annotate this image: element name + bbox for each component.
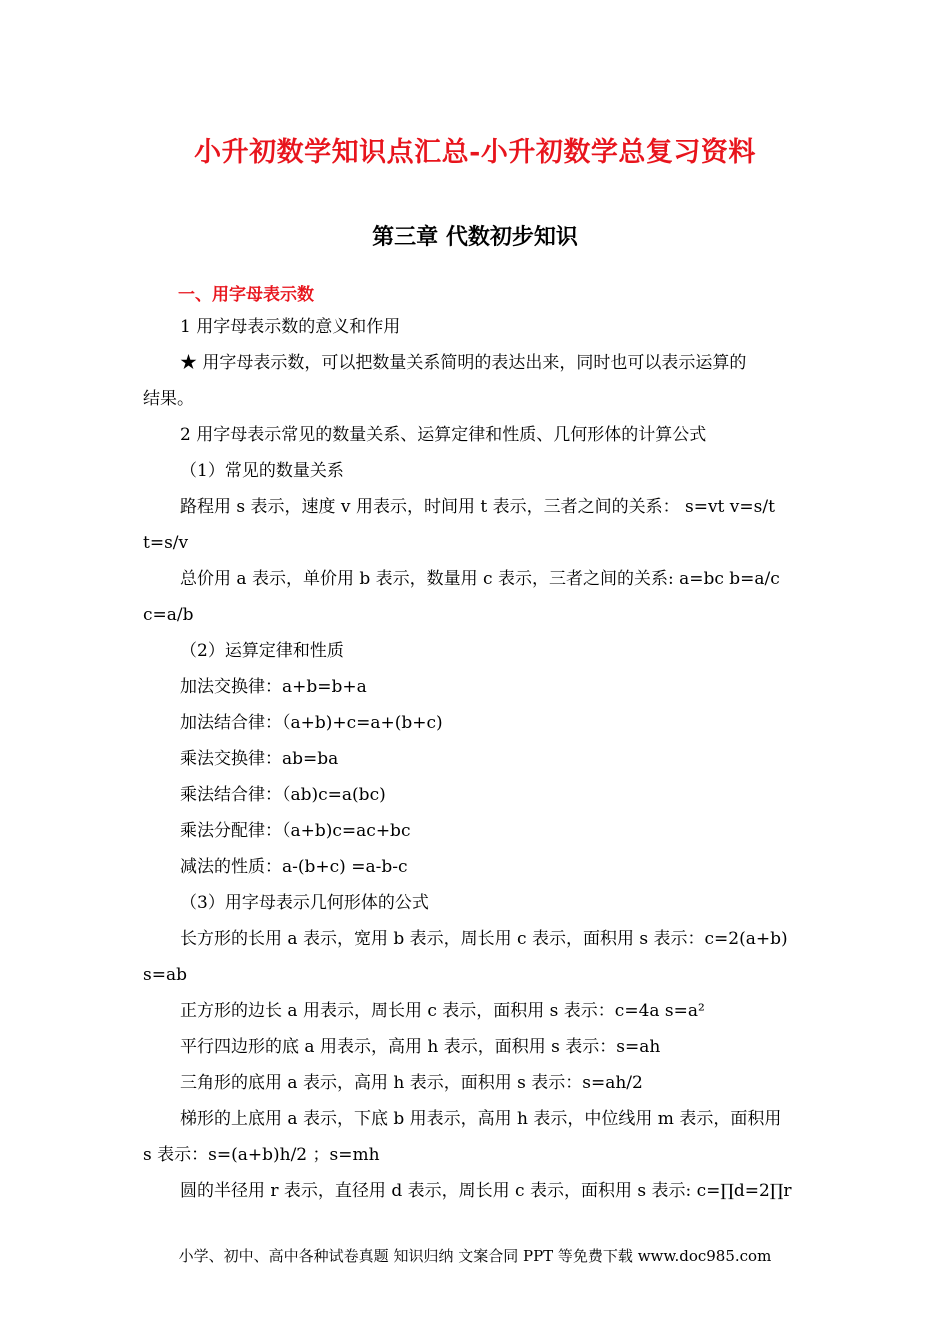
formula-line: 加法交换律：a+b=b+a	[180, 677, 367, 697]
paragraph-line: 2 用字母表示常见的数量关系、运算定律和性质、几何形体的计算公式	[180, 425, 707, 445]
formula-line: 乘法分配律：（a+b)c=ac+bc	[180, 821, 411, 841]
formula-line: 乘法交换律：ab=ba	[180, 749, 339, 769]
subheading: （1）常见的数量关系	[180, 461, 344, 481]
formula-line: 加法结合律：（a+b)+c=a+(b+c)	[180, 713, 443, 733]
formula-line: 乘法结合律：（ab)c=a(bc)	[180, 785, 386, 805]
paragraph-line: 圆的半径用 r 表示，直径用 d 表示，周长用 c 表示，面积用 s 表示: c=∏d=2∏r	[180, 1181, 792, 1201]
paragraph-line: 正方形的边长 a 用表示，周长用 c 表示，面积用 s 表示：c=4a s=a²	[180, 1001, 705, 1021]
paragraph-line: 长方形的长用 a 表示，宽用 b 表示，周长用 c 表示，面积用 s 表示：c=2(a+b)	[180, 929, 788, 949]
paragraph-line: 梯形的上底用 a 表示，下底 b 用表示，高用 h 表示，中位线用 m 表示，面积用	[180, 1109, 782, 1129]
paragraph-line: 结果。	[143, 389, 194, 409]
chapter-heading: 第三章 代数初步知识	[372, 224, 578, 250]
section-heading: 一、用字母表示数	[178, 285, 314, 305]
paragraph-line: t=s/v	[143, 533, 189, 553]
page-footer: 小学、初中、高中各种试卷真题 知识归纳 文案合同 PPT 等免费下载 www.doc985.com	[178, 1247, 772, 1265]
paragraph-line: c=a/b	[143, 605, 194, 625]
paragraph-line: 路程用 s 表示，速度 v 用表示，时间用 t 表示，三者之间的关系： s=vt v=s/t	[180, 497, 775, 517]
paragraph-line: 1 用字母表示数的意义和作用	[180, 317, 401, 337]
subheading: （3）用字母表示几何形体的公式	[180, 893, 429, 913]
paragraph-line: 平行四边形的底 a 用表示，高用 h 表示，面积用 s 表示：s=ah	[180, 1037, 661, 1057]
document-title: 小升初数学知识点汇总-小升初数学总复习资料	[194, 137, 756, 168]
subheading: （2）运算定律和性质	[180, 641, 344, 661]
paragraph-line: ★ 用字母表示数，可以把数量关系简明的表达出来，同时也可以表示运算的	[180, 353, 747, 373]
formula-line: 减法的性质：a-(b+c) =a-b-c	[180, 857, 408, 877]
paragraph-line: s 表示：s=(a+b)h/2 ；s=mh	[143, 1145, 380, 1165]
paragraph-line: 三角形的底用 a 表示，高用 h 表示，面积用 s 表示：s=ah/2	[180, 1073, 643, 1093]
paragraph-line: 总价用 a 表示，单价用 b 表示，数量用 c 表示，三者之间的关系: a=bc b=a/c	[180, 569, 780, 589]
paragraph-line: s=ab	[143, 965, 187, 985]
